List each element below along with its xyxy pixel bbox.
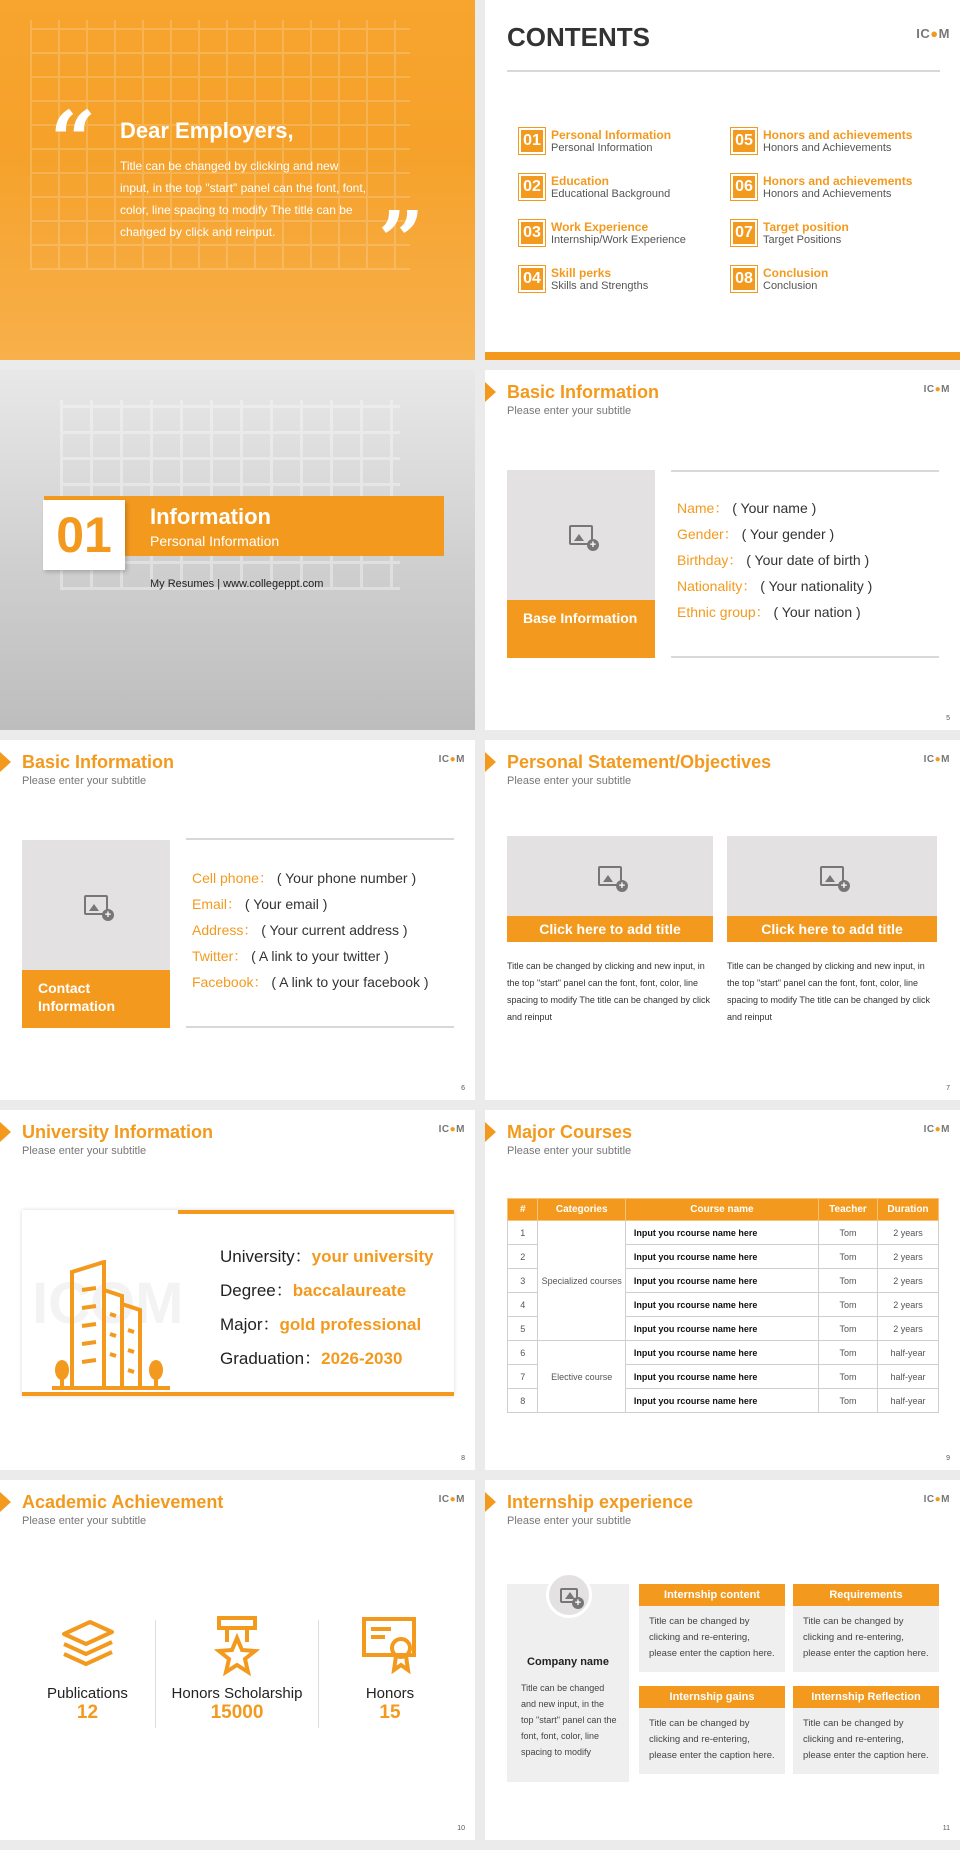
toc-item[interactable] [731, 128, 912, 155]
table-row: 4 Input you rcourse name here Tom 2 years [508, 1293, 939, 1317]
image-add-icon [569, 525, 593, 545]
achievement-value: 12 [76, 1702, 99, 1723]
info-row: Degree：baccalaureate [220, 1281, 407, 1300]
toc-title: Target position [763, 220, 849, 234]
toc-item[interactable] [731, 220, 849, 247]
divider [155, 1620, 156, 1728]
logo: IC●M [923, 384, 950, 395]
toc-number: 02 [519, 174, 545, 200]
divider [507, 70, 940, 72]
certificate-icon [361, 1616, 419, 1674]
slide-subtitle: Please enter your subtitle [22, 1515, 147, 1527]
achievement-value: 15 [379, 1702, 401, 1723]
header-arrow-icon [485, 752, 496, 772]
slide-title: Basic Information [22, 752, 175, 772]
page-number: 6 [461, 1085, 465, 1092]
watermark: ICOM [32, 1271, 184, 1336]
table-row: 8 Input you rcourse name here Tom half-year [508, 1389, 939, 1413]
slide-title: Internship experience [507, 1492, 694, 1512]
card-body: Title can be changed by clicking and re-entering, please enter the caption here. [793, 1708, 939, 1774]
toc-title: Personal Information [551, 128, 672, 142]
toc-title: Honors and achievements [763, 174, 913, 188]
card-title[interactable]: Click here to add title [727, 916, 937, 942]
header-arrow-icon [0, 1492, 11, 1512]
info-list [192, 868, 429, 998]
image-placeholder[interactable] [22, 840, 170, 970]
company-logo-placeholder[interactable] [546, 1572, 592, 1618]
toc-title: Conclusion [763, 266, 829, 280]
building-icon [52, 1260, 172, 1392]
card-accent [178, 1210, 454, 1214]
company-name: Company name [527, 1656, 609, 1668]
card-body: Title can be changed by clicking and re-entering, please enter the caption here. [639, 1606, 785, 1672]
table-header [508, 1199, 939, 1221]
slide-cover[interactable] [0, 0, 475, 360]
slide-title: Basic Information [507, 382, 660, 402]
slide-subtitle: Please enter your subtitle [507, 405, 632, 417]
card-title: Requirements [793, 1584, 939, 1606]
table-row: 6 Elective course Input you rcourse name here Tom half-year [508, 1341, 939, 1365]
achievement-label: Publications [47, 1685, 128, 1702]
page-number: 8 [461, 1455, 465, 1462]
slide-title: Major Courses [507, 1122, 633, 1142]
column-header: Course name [625, 1199, 818, 1221]
toc-subtitle: Skills and Strengths [551, 280, 649, 292]
toc-number: 03 [519, 220, 545, 246]
courses-table-wrap [507, 1198, 939, 1413]
toc-title: Skill perks [551, 266, 612, 280]
logo: IC●M [923, 1124, 950, 1135]
slide-subtitle: Please enter your subtitle [22, 775, 147, 787]
image-add-icon [84, 895, 108, 915]
slide-subtitle: Please enter your subtitle [507, 775, 632, 787]
toc-title: Work Experience [551, 220, 649, 234]
toc-item[interactable] [519, 128, 671, 155]
table-row: 5 Input you rcourse name here Tom 2 years [508, 1317, 939, 1341]
info-row: Nationality： ( Your nationality ) [677, 578, 873, 594]
slide-title: University Information [22, 1122, 214, 1142]
company-body: Title can be changed and new input, in the top "start" panel can the font, font, color, line spacing to modify [521, 1683, 617, 1757]
medal-icon [213, 1616, 261, 1676]
courses-table [507, 1198, 939, 1413]
slide-courses[interactable] [485, 1110, 960, 1470]
card-body: Title can be changed by clicking and re-entering, please enter the caption here. [793, 1606, 939, 1672]
toc-number: 05 [731, 128, 757, 154]
bottom-bar [485, 352, 960, 360]
header-arrow-icon [485, 1492, 496, 1512]
toc-subtitle: Target Positions [763, 234, 842, 246]
info-row: Graduation：2026-2030 [220, 1349, 403, 1368]
divider [318, 1620, 319, 1728]
cover-body: Title can be changed by clicking and new input, in the top "start" panel can the font, font, color, line spacing to modify The title can be changed by click and reinput. [120, 159, 367, 239]
info-row: Cell phone： ( Your phone number ) [192, 870, 417, 886]
toc-title: Honors and achievements [763, 128, 913, 142]
achievement-item [166, 1616, 308, 1724]
toc-subtitle: Internship/Work Experience [551, 234, 686, 246]
card-body: Title can be changed by clicking and re-entering, please enter the caption here. [639, 1708, 785, 1774]
card-title[interactable]: Click here to add title [507, 916, 713, 942]
internship-card [793, 1584, 939, 1672]
info-row: Gender： ( Your gender ) [677, 526, 835, 542]
slide-university[interactable] [0, 1110, 475, 1470]
toc-number: 07 [731, 220, 757, 246]
info-list [677, 498, 872, 628]
column-header: Duration [877, 1199, 938, 1221]
achievement-value: 15000 [210, 1702, 264, 1723]
toc-subtitle: Personal Information [551, 142, 653, 154]
slide-title: Academic Achievement [22, 1492, 224, 1512]
logo: IC●M [916, 26, 950, 41]
toc-subtitle: Educational Background [551, 188, 671, 200]
slide-subtitle: Please enter your subtitle [507, 1515, 632, 1527]
image-add-icon [598, 866, 622, 886]
section-subtitle: Personal Information [150, 533, 280, 549]
toc-number: 08 [731, 266, 757, 292]
info-row: Email： ( Your email ) [192, 896, 328, 912]
info-row: Major：gold professional [220, 1315, 422, 1334]
achievement-item [20, 1616, 155, 1724]
info-box-label: Base Information [507, 600, 655, 658]
university-list [220, 1240, 434, 1376]
section-title: Information [150, 504, 271, 529]
info-row: Name： ( Your name ) [677, 500, 817, 516]
image-add-icon [560, 1588, 578, 1603]
quote-open-icon: “ [50, 93, 97, 187]
statement-card[interactable] [727, 836, 937, 1026]
slide-subtitle: Please enter your subtitle [22, 1145, 147, 1157]
toc-subtitle: Honors and Achievements [763, 142, 892, 154]
column-header: # [508, 1199, 538, 1221]
toc-item[interactable] [519, 266, 648, 293]
column-header: Teacher [819, 1199, 878, 1221]
card-title: Internship gains [639, 1686, 785, 1708]
page-number: 11 [942, 1825, 950, 1832]
toc-item[interactable] [519, 220, 686, 247]
card-body: Title can be changed by clicking and new input, in the top "start" panel can the font, font, color, line spacing to modify The title can be changed by click and reinput [727, 961, 930, 1022]
page-number: 7 [946, 1085, 950, 1092]
divider [671, 470, 939, 472]
cover-heading: Dear Employers, [120, 118, 294, 143]
slide-statement[interactable] [485, 740, 960, 1100]
page-number: 9 [946, 1455, 950, 1462]
page-number: 5 [946, 715, 950, 722]
toc-subtitle: Conclusion [763, 280, 818, 292]
toc-number: 06 [731, 174, 757, 200]
divider [186, 838, 454, 840]
slide-internship[interactable] [485, 1480, 960, 1840]
table-row: 3 Input you rcourse name here Tom 2 years [508, 1269, 939, 1293]
card-title: Internship Reflection [793, 1686, 939, 1708]
page-number: 10 [457, 1825, 465, 1832]
logo: IC●M [438, 754, 465, 765]
card-accent [22, 1392, 454, 1396]
internship-card [639, 1584, 785, 1672]
slide-basic-info[interactable] [485, 370, 960, 730]
toc-number: 01 [519, 128, 545, 154]
card-body: Title can be changed by clicking and new input, in the top "start" panel can the font, font, color, line spacing to modify The title can be changed by click and reinput [507, 961, 710, 1022]
table-row: 2 Input you rcourse name here Tom 2 years [508, 1245, 939, 1269]
toc-title: Education [551, 174, 610, 188]
university-card [22, 1210, 454, 1396]
quote-close-icon: ” [378, 193, 425, 287]
achievement-item [325, 1616, 455, 1724]
toc-subtitle: Honors and Achievements [763, 188, 892, 200]
divider [186, 1026, 454, 1028]
table-row: 1 Specialized courses Input you rcourse name here Tom 2 years [508, 1221, 939, 1245]
contents-title: CONTENTS [507, 22, 650, 52]
toc-item[interactable] [519, 174, 670, 201]
image-placeholder[interactable] [507, 470, 655, 600]
table-row: 7 Input you rcourse name here Tom half-year [508, 1365, 939, 1389]
logo: IC●M [438, 1124, 465, 1135]
info-row: Birthday： ( Your date of birth ) [677, 552, 870, 568]
statement-card[interactable] [507, 836, 713, 1026]
toc-item[interactable] [731, 174, 912, 201]
toc-item[interactable] [731, 266, 828, 293]
info-row: Address： ( Your current address ) [192, 922, 408, 938]
slide-contents[interactable] [485, 0, 960, 360]
header-arrow-icon [485, 382, 496, 402]
slide-title: Personal Statement/Objectives [507, 752, 772, 772]
toc-number: 04 [519, 266, 545, 292]
internship-card [793, 1686, 939, 1774]
info-row: University：your university [220, 1247, 434, 1266]
achievement-label: Honors Scholarship [171, 1685, 303, 1702]
slide-contact-info[interactable] [0, 740, 475, 1100]
logo: IC●M [923, 754, 950, 765]
info-box-label: Contact Information [22, 970, 170, 1028]
company-card [507, 1584, 629, 1782]
divider [671, 656, 939, 658]
header-arrow-icon [485, 1122, 496, 1142]
card-title: Internship content [639, 1584, 785, 1606]
header-arrow-icon [0, 752, 11, 772]
books-icon [60, 1616, 116, 1668]
slide-subtitle: Please enter your subtitle [507, 1145, 632, 1157]
image-add-icon [820, 866, 844, 886]
internship-card [639, 1686, 785, 1774]
info-row: Ethnic group： ( Your nation ) [677, 604, 861, 620]
section-number: 01 [43, 500, 125, 570]
category-cell: Elective course [538, 1341, 625, 1413]
info-row: Twitter： ( A link to your twitter ) [192, 948, 389, 964]
image-placeholder[interactable] [727, 836, 937, 916]
slide-section-info[interactable] [0, 370, 475, 730]
achievement-label: Honors [365, 1685, 415, 1702]
category-cell: Specialized courses [538, 1221, 625, 1341]
logo: IC●M [923, 1494, 950, 1505]
slide-academic[interactable] [0, 1480, 475, 1840]
image-placeholder[interactable] [507, 836, 713, 916]
section-caption: My Resumes | www.collegeppt.com [150, 578, 324, 590]
column-header: Categories [538, 1199, 625, 1221]
info-row: Facebook： ( A link to your facebook ) [192, 974, 429, 990]
logo: IC●M [438, 1494, 465, 1505]
header-arrow-icon [0, 1122, 11, 1142]
